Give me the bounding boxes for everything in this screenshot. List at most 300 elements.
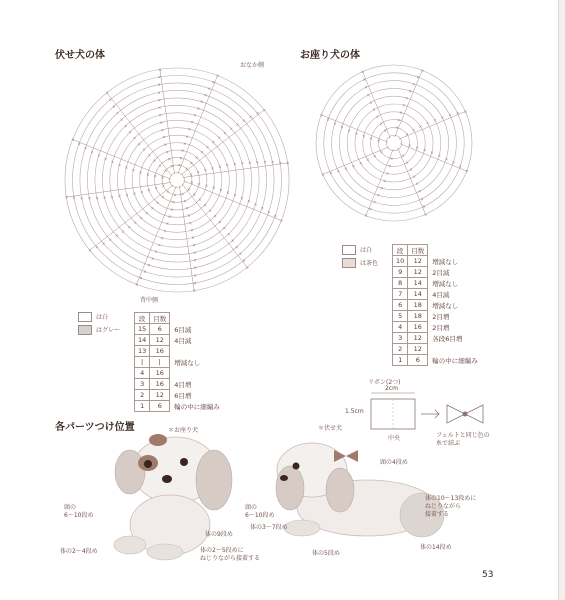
- stitch-mark: ×: [183, 198, 187, 204]
- dog-nose: [162, 475, 172, 483]
- legend-white-swatch: [78, 312, 92, 322]
- stitch-mark: ×: [154, 249, 158, 255]
- stitch-mark: ×: [184, 165, 189, 171]
- right-diagram-title: お座り犬の体: [300, 50, 360, 61]
- stitch-mark: ×: [451, 160, 456, 166]
- stitch-mark: ×: [157, 74, 162, 80]
- stitch-mark: ×: [273, 213, 277, 219]
- crochet-round: [332, 81, 460, 206]
- dog-right-ear: [196, 450, 232, 510]
- stitch-mark: ×: [242, 117, 246, 123]
- stitch-mark: ×: [165, 221, 170, 227]
- stitch-mark: ×: [146, 172, 150, 177]
- stitch-mark: ×: [372, 199, 377, 205]
- label-belly-side: おなか側: [240, 62, 265, 69]
- stitch-mark: ×: [364, 84, 368, 90]
- lying-annotation-body5: 体の5段め: [312, 550, 340, 557]
- ribbon-note-1: フェルトと同じ色の: [436, 432, 490, 439]
- stitch-mark: ×: [437, 153, 441, 158]
- stitch-mark: ×: [137, 141, 141, 147]
- lying-annotation-twist: ねじりながら: [425, 503, 462, 510]
- stitch-mark: ×: [231, 237, 235, 243]
- stitch-mark: ×: [388, 163, 392, 169]
- arrow-right-icon: [421, 410, 439, 418]
- stitch-mark: ×: [383, 127, 387, 133]
- stitch-mark: ×: [267, 209, 271, 215]
- stitch-mark: ×: [397, 117, 401, 123]
- stitch-mark: ×: [158, 112, 162, 118]
- stitch-mark: ×: [193, 257, 197, 263]
- legend-brown-label: は茶色: [360, 260, 379, 267]
- stitch-mark: ×: [216, 73, 220, 79]
- stitch-mark: ×: [208, 207, 212, 213]
- stitch-mark: ×: [249, 114, 253, 120]
- stitch-mark: ×: [105, 90, 109, 96]
- page-edge: [558, 0, 565, 600]
- stitch-mark: ×: [401, 153, 405, 159]
- ribbon-note-2: 糸で結ぶ: [436, 440, 461, 447]
- table-row: 7 14 4目減: [393, 289, 481, 300]
- stitch-mark: ×: [171, 199, 176, 205]
- crochet-round: [95, 98, 259, 262]
- stitch-mark: ×: [97, 153, 101, 158]
- stitch-mark: ×: [83, 145, 88, 151]
- stitch-mark: ×: [71, 137, 75, 142]
- stitch-mark: ×: [191, 235, 195, 241]
- stitch-mark: ×: [211, 139, 215, 145]
- table-header-count: 目数: [408, 245, 428, 256]
- stitch-mark: ×: [72, 195, 76, 201]
- stitch-mark: ×: [165, 149, 169, 155]
- table-row: 2 12 6目増: [135, 390, 223, 401]
- stitch-mark: ×: [329, 170, 333, 176]
- stitch-mark: ×: [377, 137, 381, 143]
- stitch-mark: ×: [415, 145, 419, 150]
- stitch-mark: ×: [103, 156, 108, 162]
- sitting-annotation-glue: ねじりながら接着する: [200, 555, 261, 562]
- stitch-mark: ×: [278, 159, 282, 165]
- stitch-mark: ×: [207, 85, 211, 91]
- stitch-mark: ×: [366, 92, 371, 98]
- stitch-mark: ×: [132, 135, 137, 141]
- stitch-mark: ×: [112, 103, 116, 109]
- bow-knot: [463, 412, 468, 417]
- stitch-mark: ×: [189, 160, 194, 166]
- table-row: 10 12 増減なし: [393, 256, 481, 267]
- stitch-mark: ×: [161, 194, 165, 200]
- stitch-mark: ×: [402, 102, 406, 108]
- right-crochet-diagram: [312, 58, 477, 228]
- table-row: 13 16: [135, 346, 223, 357]
- lying-annotation-head-1: 頭の: [245, 504, 258, 511]
- stitch-mark: ×: [124, 123, 128, 129]
- stitch-mark: ×: [90, 149, 94, 155]
- stitch-mark: ×: [77, 141, 81, 147]
- stitch-mark: ×: [279, 218, 284, 223]
- stitch-mark: ×: [198, 197, 202, 202]
- stitch-mark: ×: [422, 147, 427, 153]
- lying-annotation-body3-7: 体の3〜7段め: [250, 524, 288, 531]
- table-row: 5 18 2目増: [393, 311, 481, 322]
- stitch-mark: ×: [193, 112, 197, 118]
- stitch-mark: ×: [262, 107, 267, 113]
- stitch-mark: ×: [196, 105, 200, 111]
- stitch-mark: ×: [108, 97, 112, 103]
- stitch-mark: ×: [465, 168, 469, 174]
- stitch-mark: ×: [347, 128, 351, 133]
- stitch-mark: ×: [143, 269, 147, 275]
- stitch-mark: ×: [463, 109, 468, 114]
- stitch-mark: ×: [193, 250, 197, 256]
- stitch-mark: ×: [255, 110, 260, 116]
- stitch-mark: ×: [185, 133, 189, 139]
- stitch-mark: ×: [87, 195, 92, 201]
- stitch-mark: ×: [440, 114, 445, 120]
- stitch-mark: ×: [405, 131, 409, 137]
- stitch-mark: ×: [157, 97, 161, 103]
- stitch-mark: ×: [139, 215, 143, 221]
- stitch-mark: ×: [121, 229, 125, 234]
- stitch-mark: ×: [157, 89, 161, 95]
- dog-back-leg: [147, 544, 183, 560]
- stitch-mark: ×: [133, 220, 137, 226]
- stitch-mark: ×: [187, 186, 191, 192]
- stitch-mark: ×: [369, 136, 373, 141]
- stitch-mark: ×: [138, 170, 143, 175]
- stitch-mark: ×: [192, 242, 196, 248]
- stitch-mark: ×: [263, 159, 267, 165]
- stitch-mark: ×: [405, 95, 409, 101]
- stitch-mark: ×: [389, 155, 394, 161]
- stitch-mark: ×: [212, 185, 216, 190]
- dog-eye-left: [144, 460, 152, 468]
- sitting-annotation-body2-5: 体の2〜5段めに: [200, 547, 244, 554]
- lying-annotation-body14: 体の14段め: [420, 544, 452, 551]
- stitch-mark: ×: [225, 162, 229, 168]
- crochet-round: [386, 135, 402, 151]
- crochet-round: [80, 83, 274, 277]
- stitch-mark: ×: [160, 175, 165, 181]
- stitch-mark: ×: [147, 152, 151, 158]
- stitch-mark: ×: [245, 264, 250, 270]
- stitch-mark: ×: [80, 195, 84, 201]
- stitch-mark: ×: [177, 162, 182, 168]
- stitch-mark: ×: [218, 164, 222, 170]
- stitch-mark: ×: [211, 79, 216, 85]
- stitch-mark: ×: [179, 155, 183, 161]
- stitch-mark: ×: [235, 121, 240, 127]
- sitting-annotation-head-1: 頭の: [64, 504, 77, 511]
- stitch-mark: ×: [158, 66, 162, 72]
- stitch-mark: ×: [203, 202, 207, 208]
- table-row: 1 6 輪の中に細編み: [393, 355, 481, 366]
- stitch-mark: ×: [197, 181, 201, 187]
- stitch-mark: ×: [336, 168, 341, 174]
- stitch-mark: ×: [125, 192, 129, 198]
- stitch-mark: ×: [203, 167, 208, 173]
- stitch-mark: ×: [135, 281, 139, 287]
- stitch-mark: ×: [321, 172, 325, 177]
- dog-ear: [326, 468, 354, 512]
- table-row: 14 12 4目減: [135, 335, 223, 346]
- lying-annotation-head4: 頭の4段め: [380, 459, 408, 466]
- stitch-mark: ×: [157, 242, 161, 248]
- stitch-mark: ×: [88, 247, 92, 253]
- stitch-mark: ×: [210, 165, 215, 171]
- stitch-mark: ×: [190, 179, 194, 185]
- stitch-mark: ×: [145, 210, 149, 216]
- legend-white-swatch: [342, 245, 356, 255]
- stitch-mark: ×: [405, 159, 409, 165]
- stitch-mark: ×: [422, 204, 426, 209]
- stitch-mark: ×: [255, 159, 259, 165]
- stitch-mark: ×: [140, 189, 144, 195]
- increase-line: [182, 184, 250, 271]
- stitch-mark: ×: [242, 257, 246, 263]
- stitch-mark: ×: [163, 142, 168, 148]
- stitch-mark: ×: [163, 228, 167, 234]
- dog-nose: [280, 475, 288, 481]
- legend-white-label: は白: [96, 314, 109, 321]
- lying-annotation-head-2: 6〜10段め: [245, 512, 275, 519]
- table-header-count: 目数: [150, 313, 170, 324]
- stitch-mark: ×: [151, 255, 155, 261]
- sitting-annotation-head-2: 6〜10段め: [64, 512, 94, 519]
- stitch-mark: ×: [187, 126, 192, 132]
- stitch-mark: ×: [193, 265, 197, 271]
- stitch-mark: ×: [456, 110, 460, 116]
- stitch-mark: ×: [189, 172, 193, 178]
- stitch-mark: ×: [190, 227, 194, 233]
- dog-bow: [149, 434, 167, 446]
- stitch-mark: ×: [160, 127, 165, 133]
- stitch-mark: ×: [193, 272, 197, 278]
- table-row: 3 12 各段6目増: [393, 333, 481, 344]
- stitch-mark: ×: [430, 150, 434, 155]
- left-crochet-diagram: [52, 62, 302, 302]
- stitch-mark: ×: [233, 161, 237, 167]
- crochet-round: [347, 96, 441, 190]
- stitch-mark: ×: [156, 200, 160, 206]
- table-row: 6 18 増減なし: [393, 300, 481, 311]
- stitch-mark: ×: [132, 190, 137, 196]
- stitch-mark: ×: [383, 178, 387, 184]
- sitting-annotation-body9: 体の9段め: [205, 531, 233, 538]
- stitch-mark: ×: [233, 192, 237, 198]
- lying-dog-label: ＊伏せ犬: [318, 425, 343, 432]
- ribbon-height: 1.5cm: [345, 408, 364, 415]
- stitch-mark: ×: [227, 231, 231, 237]
- sitting-annotation-body2-4: 体の2〜4段め: [60, 548, 98, 555]
- legend-brown-swatch: [342, 258, 356, 268]
- stitch-mark: ×: [158, 104, 162, 110]
- stitch-mark: ×: [181, 148, 185, 154]
- stitch-mark: ×: [286, 160, 290, 166]
- stitch-mark: ×: [238, 251, 243, 257]
- dog-front-leg: [114, 536, 146, 554]
- stitch-mark: ×: [424, 211, 428, 217]
- stitch-mark: ×: [193, 280, 197, 286]
- crochet-round: [65, 68, 289, 292]
- stitch-mark: ×: [412, 81, 416, 87]
- stitch-mark: ×: [195, 154, 199, 160]
- stitch-mark: ×: [161, 182, 165, 188]
- legend-gray-swatch: [78, 325, 92, 335]
- left-diagram-title: 伏せ犬の体: [55, 50, 105, 61]
- stitch-mark: ×: [433, 117, 437, 123]
- table-row: 2 12: [393, 344, 481, 355]
- stitch-mark: ×: [108, 237, 112, 243]
- stitch-mark: ×: [448, 112, 452, 118]
- stitch-mark: ×: [192, 288, 196, 294]
- stitch-mark: ×: [354, 131, 359, 136]
- crochet-round: [336, 88, 448, 197]
- stitch-mark: ×: [139, 275, 143, 281]
- stitch-mark: ×: [101, 240, 106, 246]
- stitch-mark: ×: [159, 119, 163, 125]
- stitch-mark: ×: [362, 133, 366, 139]
- right-stitch-table: [392, 244, 481, 366]
- stitch-mark: ×: [247, 198, 251, 204]
- stitch-mark: ×: [127, 224, 131, 230]
- stitch-mark: ×: [326, 116, 330, 122]
- stitch-mark: ×: [158, 163, 162, 169]
- table-header-round: 段: [135, 313, 150, 324]
- stitch-mark: ×: [416, 74, 420, 80]
- table-row: 9 12 2目減: [393, 267, 481, 278]
- stitch-mark: ×: [117, 193, 122, 199]
- stitch-mark: ×: [222, 225, 226, 231]
- stitch-mark: ×: [411, 127, 416, 133]
- stitch-mark: ×: [163, 168, 168, 174]
- stitch-mark: ×: [425, 120, 430, 126]
- stitch-mark: ×: [128, 129, 132, 135]
- stitch-mark: ×: [226, 189, 230, 195]
- stitch-mark: ×: [153, 173, 157, 179]
- legend-white-label: は白: [360, 247, 373, 254]
- dog-eye-right: [180, 458, 188, 466]
- stitch-mark: ×: [124, 165, 129, 171]
- stitch-mark: ×: [218, 219, 222, 225]
- stitch-mark: ×: [187, 212, 191, 218]
- stitch-mark: ×: [368, 206, 373, 212]
- stitch-mark: ×: [157, 82, 161, 88]
- stitch-mark: ×: [190, 119, 194, 125]
- stitch-mark: ×: [223, 130, 227, 136]
- stitch-mark: ×: [375, 114, 380, 120]
- stitch-mark: ×: [166, 189, 170, 195]
- stitch-mark: ×: [115, 110, 120, 116]
- table-row: 1 6 輪の中に細編み: [135, 401, 223, 412]
- stitch-mark: ×: [152, 158, 157, 163]
- stitch-mark: ×: [361, 69, 365, 75]
- dog-left-ear: [115, 450, 145, 494]
- stitch-mark: ×: [270, 159, 275, 165]
- stitch-mark: ×: [351, 163, 356, 169]
- stitch-mark: ×: [373, 153, 377, 159]
- stitch-mark: ×: [458, 164, 462, 170]
- crochet-round: [87, 90, 266, 269]
- stitch-mark: ×: [200, 99, 204, 105]
- crochet-round: [363, 112, 425, 174]
- parts-title: 各パーツつけ位置: [55, 422, 135, 433]
- stitch-mark: ×: [170, 206, 174, 212]
- stitch-mark: ×: [418, 188, 422, 194]
- dog-front-paws: [284, 520, 320, 536]
- stitch-mark: ×: [444, 156, 449, 162]
- dog-ear: [276, 466, 304, 510]
- stitch-mark: ×: [188, 220, 193, 226]
- stitch-mark: ×: [379, 149, 384, 155]
- stitch-mark: ×: [380, 185, 384, 191]
- crochet-round: [355, 104, 433, 182]
- stitch-mark: ×: [131, 167, 136, 173]
- stitch-mark: ×: [366, 157, 370, 163]
- stitch-mark: ×: [364, 213, 368, 219]
- stitch-mark: ×: [420, 67, 425, 73]
- lying-annotation-glue: 接着する: [425, 511, 450, 518]
- crochet-round: [324, 73, 464, 213]
- lying-annotation-body10-13: 体の10〜13段めに: [425, 495, 477, 502]
- stitch-mark: ×: [412, 173, 416, 179]
- stitch-mark: ×: [168, 214, 172, 220]
- label-back-side: 背中側: [140, 297, 159, 304]
- stitch-mark: ×: [183, 140, 187, 146]
- stitch-mark: ×: [180, 191, 185, 197]
- stitch-mark: ×: [399, 110, 403, 116]
- left-stitch-table: [134, 312, 223, 412]
- table-header-round: 段: [393, 245, 408, 256]
- stitch-mark: ×: [203, 92, 208, 98]
- crochet-round: [73, 76, 282, 285]
- stitch-mark: ×: [420, 196, 424, 202]
- stitch-mark: ×: [407, 143, 412, 149]
- stitch-mark: ×: [119, 117, 124, 123]
- stitch-mark: ×: [408, 88, 412, 94]
- stitch-mark: ×: [379, 121, 383, 127]
- table-row: 3 16 4目増: [135, 379, 223, 390]
- stitch-mark: ×: [150, 205, 155, 211]
- stitch-mark: ×: [319, 112, 324, 118]
- stitch-mark: ×: [213, 213, 217, 219]
- stitch-mark: ×: [167, 156, 172, 162]
- stitch-mark: ×: [229, 126, 233, 131]
- table-row: 4 16: [135, 368, 223, 379]
- stitch-mark: ×: [409, 166, 413, 172]
- ribbon-width: 2cm: [385, 385, 398, 392]
- stitch-mark: ×: [372, 107, 376, 113]
- stitch-mark: ×: [147, 262, 151, 268]
- stitch-mark: ×: [185, 205, 189, 211]
- stitch-mark: ×: [415, 181, 419, 187]
- stitch-mark: ×: [110, 159, 115, 165]
- stitch-mark: ×: [170, 163, 174, 169]
- stitch-mark: ×: [240, 160, 244, 166]
- table-row: 8 14 増減なし: [393, 278, 481, 289]
- stitch-mark: ×: [95, 244, 99, 250]
- stitch-mark: ×: [95, 195, 99, 201]
- stitch-mark: ×: [117, 162, 122, 168]
- stitch-mark: ×: [385, 170, 390, 176]
- stitch-mark: ×: [253, 202, 258, 207]
- stitch-mark: ×: [64, 194, 69, 200]
- stitch-mark: ×: [192, 191, 197, 197]
- table-row: 4 16 2目増: [393, 322, 481, 333]
- stitch-mark: ×: [196, 169, 200, 175]
- stitch-mark: ×: [204, 183, 209, 188]
- sitting-dog-label: ＊お座り犬: [168, 427, 199, 434]
- table-row: 15 6 6目減: [135, 324, 223, 335]
